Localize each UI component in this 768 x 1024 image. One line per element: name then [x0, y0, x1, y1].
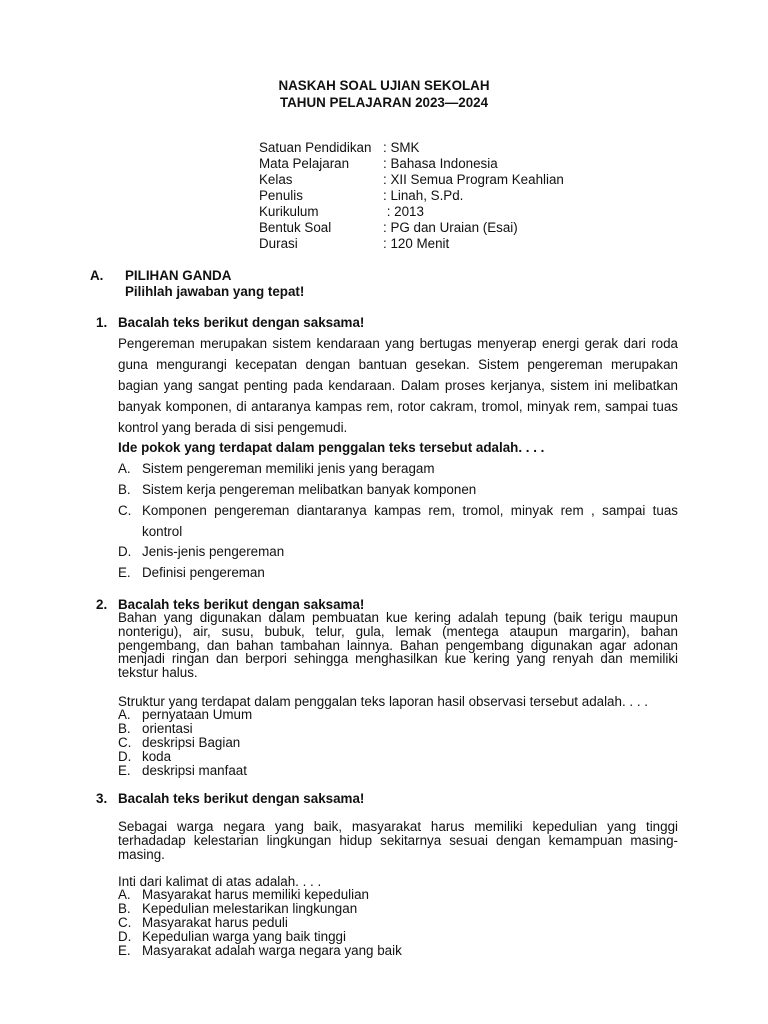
option-letter: A. [118, 707, 131, 722]
option-text: Kepedulian warga yang baik tinggi [142, 929, 346, 944]
section-letter: A. [90, 268, 104, 283]
option-text: Jenis-jenis pengereman [142, 544, 285, 559]
option-letter: B. [118, 482, 131, 497]
meta-value-penulis: : Linah, S.Pd. [383, 188, 464, 203]
option-text: Sistem pengereman memiliki jenis yang beragam [142, 461, 435, 476]
meta-label-satuan: Satuan Pendidikan [259, 140, 372, 155]
document-subtitle: TAHUN PELAJARAN 2023—2024 [279, 95, 489, 110]
option-text: Masyarakat adalah warga negara yang baik [142, 943, 402, 958]
question-prompt: Inti dari kalimat di atas adalah. . . . [118, 874, 322, 889]
option-text: Komponen pengereman diantaranya kampas rem, tromol, minyak rem , sampai tuas kontrol [142, 503, 678, 539]
question-heading: Bacalah teks berikut dengan saksama! [118, 315, 365, 330]
meta-value-kurikulum: : 2013 [383, 204, 424, 219]
option-text: Sistem kerja pengereman melibatkan banyak komponen [142, 482, 477, 497]
section-instruction: Pilihlah jawaban yang tepat! [125, 284, 305, 299]
meta-value-satuan: : SMK [383, 140, 420, 155]
question-heading: Bacalah teks berikut dengan saksama! [118, 791, 365, 806]
option-letter: B. [118, 721, 131, 736]
option-text: Masyarakat harus memiliki kepedulian [142, 887, 369, 902]
section-title: PILIHAN GANDA [125, 268, 232, 283]
option-letter: E. [118, 763, 131, 778]
question-number: 1. [96, 315, 108, 330]
meta-label-bentuk: Bentuk Soal [259, 220, 332, 235]
meta-value-bentuk: : PG dan Uraian (Esai) [383, 220, 518, 235]
option-text: pernyataan Umum [142, 707, 253, 722]
option-letter: A. [118, 887, 131, 902]
question-passage: Bahan yang digunakan dalam pembuatan kue kering adalah tepung (baik terigu maupun nonterigu), air, susu, bubuk, telur, gula, lemak (mentega ataupun margarin), bahan pengembang, dan bahan tambahan lainnya. Bahan pengembang digunakan agar adonan menjadi ringan dan berpori sehingga menghasilkan kue kering yang renyah dan memiliki tekstur halus. [118, 610, 678, 681]
option-letter: C. [118, 503, 132, 518]
option-letter: D. [118, 929, 132, 944]
meta-label-mapel: Mata Pelajaran [259, 156, 350, 171]
question-number: 2. [96, 597, 108, 612]
option-text: deskripsi Bagian [142, 735, 241, 750]
meta-value-durasi: : 120 Menit [383, 236, 450, 251]
option-letter: C. [118, 915, 132, 930]
option-letter: D. [118, 544, 132, 559]
option-letter: D. [118, 749, 132, 764]
meta-label-durasi: Durasi [259, 236, 298, 251]
option-letter: E. [118, 943, 131, 958]
option-letter: B. [118, 901, 131, 916]
option-letter: C. [118, 735, 132, 750]
option-letter: A. [118, 461, 131, 476]
meta-label-kelas: Kelas [259, 172, 293, 187]
question-prompt: Struktur yang terdapat dalam penggalan teks laporan hasil observasi tersebut adalah. . . . [118, 694, 648, 709]
question-prompt: Ide pokok yang terdapat dalam penggalan teks tersebut adalah. . . . [118, 440, 545, 455]
option-text: Masyarakat harus peduli [142, 915, 288, 930]
question-passage: Sebagai warga negara yang baik, masyarakat harus memiliki kepedulian yang tinggi terhadadap kelestarian lingkungan hidup sekitarnya sesuai dengan kemampuan masing-masing. [118, 819, 678, 862]
option-text: deskripsi manfaat [142, 763, 247, 778]
option-text: Definisi pengereman [142, 565, 265, 580]
question-heading: Bacalah teks berikut dengan saksama! [118, 597, 365, 612]
option-text: koda [142, 749, 172, 764]
option-letter: E. [118, 565, 131, 580]
meta-value-kelas: : XII Semua Program Keahlian [383, 172, 564, 187]
question-number: 3. [96, 791, 108, 806]
document-title: NASKAH SOAL UJIAN SEKOLAH [278, 78, 490, 93]
question-passage: Pengereman merupakan sistem kendaraan yang bertugas menyerap energi gerak dari roda guna mengurangi kecepatan dengan bantuan gesekan. Sistem pengereman merupakan bagian yang sangat penting pada kendaraan. Dalam proses kerjanya, sistem ini melibatkan banyak komponen, di antaranya kampas rem, rotor cakram, tromol, minyak rem, sampai tuas kontrol yang berada di sisi pengemudi. [118, 336, 678, 435]
option-text: orientasi [142, 721, 193, 736]
meta-value-mapel: : Bahasa Indonesia [383, 156, 498, 171]
meta-label-penulis: Penulis [259, 188, 303, 203]
option-text: Kepedulian melestarikan lingkungan [142, 901, 358, 916]
meta-label-kurikulum: Kurikulum [259, 204, 319, 219]
